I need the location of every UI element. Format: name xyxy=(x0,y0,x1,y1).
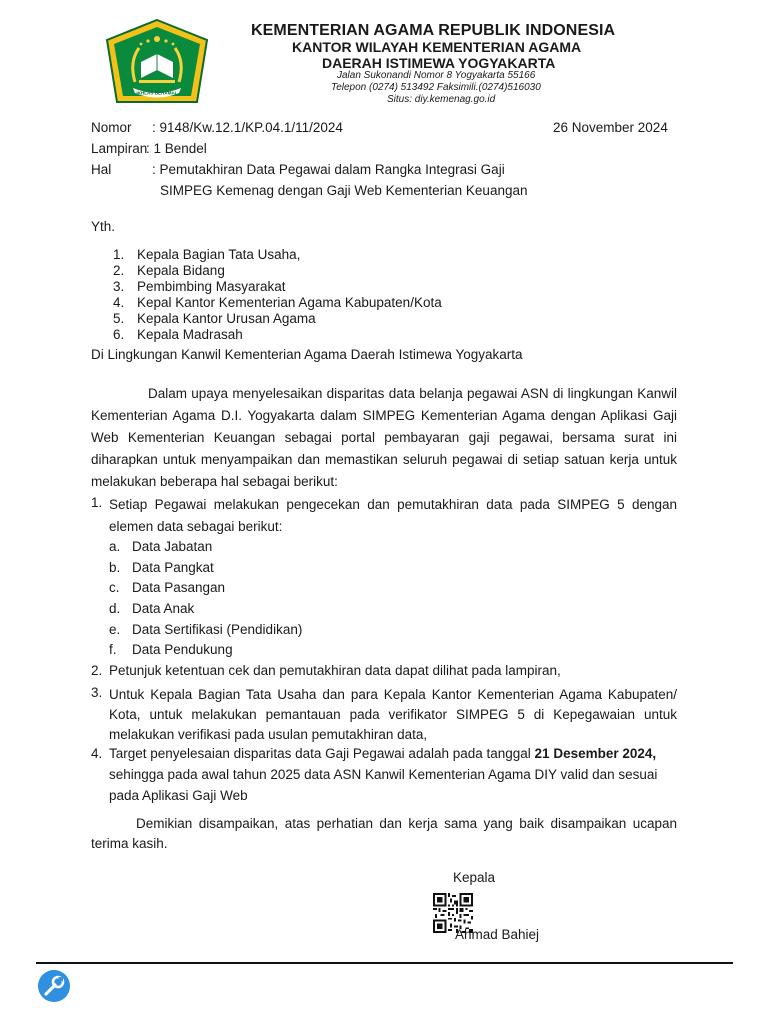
recipient-num: 6. xyxy=(113,327,125,342)
point-number: 4. xyxy=(91,746,103,761)
nomor-value: : 9148/Kw.12.1/KP.04.1/11/2024 xyxy=(152,120,343,135)
subitem-letter: f. xyxy=(109,642,117,657)
header-address: Jalan Sukonandi Nomor 8 Yogyakarta 55166 xyxy=(337,70,536,81)
point-4-line-3: pada Aplikasi Gaji Web xyxy=(109,788,248,803)
recipient-num: 5. xyxy=(113,311,125,326)
lampiran-label: Lampiran xyxy=(91,141,148,156)
recipient-num: 3. xyxy=(113,279,125,294)
header-ministry: KEMENTERIAN AGAMA REPUBLIK INDONESIA xyxy=(251,22,616,39)
recipient-num: 2. xyxy=(113,263,125,278)
footer-rule xyxy=(36,962,733,964)
logo-motto: IKHLAS BERAMAL xyxy=(136,90,178,96)
intro-line: Web Kementerian Keuangan sebagai portal pembayaran gaji pegawai, bersama surat ini xyxy=(91,430,677,445)
recipient-item: Kepala Bidang xyxy=(137,263,225,278)
header-site: Situs: diy.kemenag.go.id xyxy=(387,94,496,105)
recipient-num: 4. xyxy=(113,295,125,310)
subitem: Data Pendukung xyxy=(132,642,233,657)
subitem: Data Jabatan xyxy=(132,539,213,554)
recipient-location: Di Lingkungan Kanwil Kementerian Agama Daerah Istimewa Yogyakarta xyxy=(91,347,523,362)
deadline-date: 21 Desember 2024, xyxy=(534,746,657,761)
point-number: 1. xyxy=(91,495,103,510)
point-number: 2. xyxy=(91,663,103,678)
point-1-line: elemen data sebagai berikut: xyxy=(109,519,283,534)
yth: Yth. xyxy=(91,219,116,234)
recipient-item: Pembimbing Masyarakat xyxy=(137,279,286,294)
header-office: KANTOR WILAYAH KEMENTERIAN AGAMA xyxy=(292,39,582,55)
subitem-letter: a. xyxy=(109,539,121,554)
kemenag-logo xyxy=(103,18,211,110)
header-region: DAERAH ISTIMEWA YOGYAKARTA xyxy=(322,55,556,71)
wrench-icon xyxy=(37,969,71,1003)
hal-label: Hal xyxy=(91,162,112,177)
point-4-text: Target penyelesaian disparitas data Gaji Pegawai adalah pada tanggal xyxy=(109,746,535,761)
closing-line: terima kasih. xyxy=(91,836,168,851)
subitem: Data Pasangan xyxy=(132,580,226,595)
recipient-item: Kepala Madrasah xyxy=(137,327,243,342)
closing-line: Demikian disampaikan, atas perhatian dan kerja sama yang baik disampaikan ucapan xyxy=(136,816,677,831)
subitem: Data Anak xyxy=(132,601,195,616)
point-1-line: Setiap Pegawai melakukan pengecekan dan pemutakhiran data pada SIMPEG 5 dengan xyxy=(109,497,677,512)
signature-title: Kepala xyxy=(453,870,496,885)
point-3-line: melakukan verifikasi pada usulan pemutakhiran data, xyxy=(109,727,428,742)
subitem-letter: e. xyxy=(109,622,121,637)
point-3-line: Untuk Kepala Bagian Tata Usaha dan para Kepala Kantor Kementerian Agama Kabupaten/ xyxy=(109,687,677,702)
subitem-letter: b. xyxy=(109,560,121,575)
signature-name: Ahmad Bahiej xyxy=(455,927,540,942)
hal-line-1: : Pemutakhiran Data Pegawai dalam Rangka Integrasi Gaji xyxy=(152,162,505,177)
point-2: Petunjuk ketentuan cek dan pemutakhiran data dapat dilihat pada lampiran, xyxy=(109,663,561,678)
subitem: Data Sertifikasi (Pendidikan) xyxy=(132,622,303,637)
lampiran-value: : 1 Bendel xyxy=(146,141,207,156)
point-4-line-2: sehingga pada awal tahun 2025 data ASN Kanwil Kementerian Agama DIY valid dan sesuai xyxy=(109,767,658,782)
subitem-letter: d. xyxy=(109,601,121,616)
point-number: 3. xyxy=(91,685,103,700)
hal-line-2: SIMPEG Kemenag dengan Gaji Web Kementerian Keuangan xyxy=(160,183,528,198)
nomor-label: Nomor xyxy=(91,120,132,135)
subitem: Data Pangkat xyxy=(132,560,214,575)
recipient-item: Kepala Bagian Tata Usaha, xyxy=(137,247,301,262)
recipient-item: Kepala Kantor Urusan Agama xyxy=(137,311,316,326)
intro-line: Kementerian Agama D.I. Yogyakarta dalam SIMPEG Kementerian Agama dengan Aplikasi Gaji xyxy=(91,408,677,423)
recipient-num: 1. xyxy=(113,247,125,262)
intro-line: melakukan beberapa hal sebagai berikut: xyxy=(91,474,338,489)
intro-line: diharapkan untuk menyampaikan dan memastikan seluruh pegawai di setiap satuan kerja untuk xyxy=(91,452,677,467)
recipient-item: Kepal Kantor Kementerian Agama Kabupaten/Kota xyxy=(137,295,442,310)
intro-line: Dalam upaya menyelesaikan disparitas data belanja pegawai ASN di lingkungan Kanwil xyxy=(148,386,677,401)
point-3-line: Kota, untuk melakukan pemantauan pada verifikator SIMPEG 5 di Kepegawaian untuk xyxy=(109,707,677,722)
subitem-letter: c. xyxy=(109,580,120,595)
letter-date: 26 November 2024 xyxy=(553,120,668,135)
header-phone: Telepon (0274) 513492 Faksimili.(0274)516030 xyxy=(331,82,541,93)
point-4-line xyxy=(109,746,656,761)
